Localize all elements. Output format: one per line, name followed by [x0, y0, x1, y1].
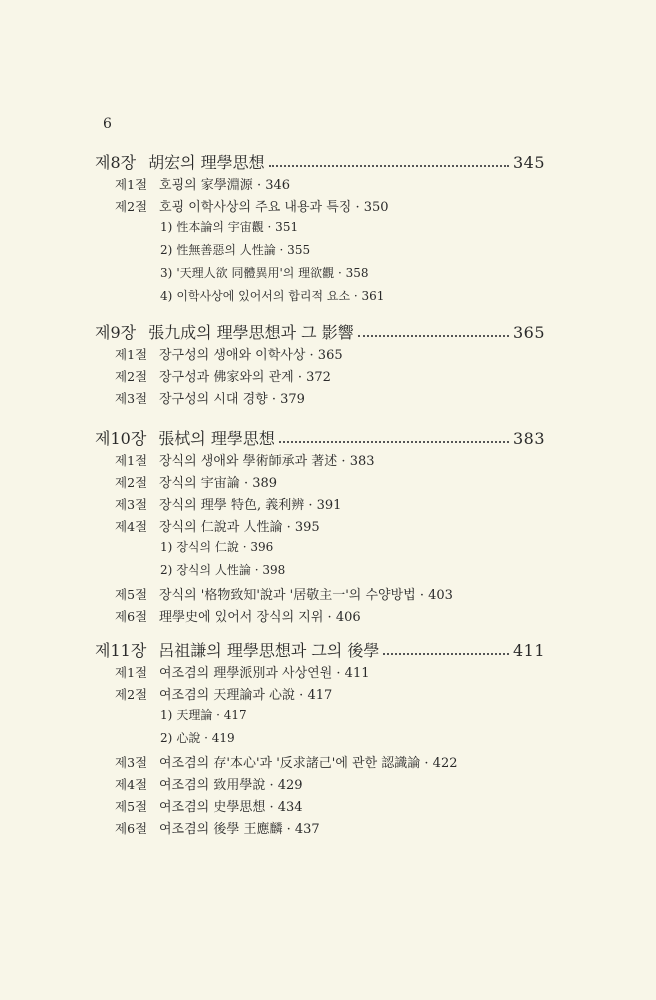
dot-leader — [358, 334, 509, 337]
section-text: 여조겸의 史學思想 · 434 — [159, 800, 303, 815]
section-item — [115, 472, 545, 494]
section-label: 제2절 — [115, 199, 148, 214]
section-item — [115, 174, 545, 196]
section-text: 여조겸의 致用學說 · 429 — [159, 778, 303, 793]
section-label: 제1절 — [115, 177, 148, 192]
subsection-number: 1) — [160, 220, 173, 234]
section-label: 제1절 — [115, 347, 148, 362]
subsection-text: 性無善惡의 人性論 · 355 — [176, 243, 311, 257]
subsection-item — [160, 561, 545, 584]
section-label: 제6절 — [115, 821, 148, 836]
section-item — [115, 818, 545, 840]
dot-leader — [383, 652, 509, 655]
section-label: 제3절 — [115, 391, 148, 406]
section-label: 제2절 — [115, 475, 148, 490]
subsection-number: 2) — [160, 563, 173, 577]
subsection-item — [160, 706, 545, 729]
chapter-9 — [95, 320, 545, 410]
section-text: 여조겸의 後學 王應麟 · 437 — [159, 822, 320, 837]
section-text: 장식의 생애와 學術師承과 著述 · 383 — [159, 454, 375, 469]
chapter-10 — [95, 426, 545, 628]
section-item — [115, 450, 545, 472]
chapter-8 — [95, 150, 545, 310]
chapter-page: 411 — [512, 641, 545, 660]
subsection-item — [160, 241, 545, 264]
section-text: 장구성과 佛家와의 관계 · 372 — [159, 370, 331, 385]
section-label: 제6절 — [115, 609, 148, 624]
section-item — [115, 344, 545, 366]
subsection-text: 장식의 人性論 · 398 — [176, 563, 286, 577]
section-text: 호굉의 家學淵源 · 346 — [159, 178, 291, 193]
section-text: 여조겸의 天理論과 心說 · 417 — [159, 688, 333, 703]
section-label: 제2절 — [115, 369, 148, 384]
subsection-item — [160, 264, 545, 287]
chapter-11 — [95, 638, 545, 840]
section-item — [115, 796, 545, 818]
section-item — [115, 196, 545, 218]
section-item — [115, 584, 545, 606]
section-label: 제4절 — [115, 519, 148, 534]
chapter-label: 제10장 — [95, 429, 147, 448]
subsection-number: 2) — [160, 243, 173, 257]
section-text: 장식의 '格物致知'說과 '居敬主一'의 수양방법 · 403 — [159, 588, 453, 603]
chapter-heading — [95, 426, 545, 450]
chapter-title: 張九成의 理學思想과 그 影響 — [148, 323, 354, 342]
section-item — [115, 494, 545, 516]
dot-leader — [279, 440, 509, 443]
section-item — [115, 684, 545, 706]
section-label: 제5절 — [115, 799, 148, 814]
section-item — [115, 366, 545, 388]
subsection-item — [160, 538, 545, 561]
chapter-heading — [95, 638, 545, 662]
subsection-text: 性本論의 宇宙觀 · 351 — [176, 220, 299, 234]
subsection-text: '天理人欲 同體異用'의 理欲觀 · 358 — [176, 266, 369, 280]
subsection-item — [160, 218, 545, 241]
section-label: 제3절 — [115, 497, 148, 512]
section-text: 여조겸의 存'本心'과 '反求諸己'에 관한 認識論 · 422 — [159, 756, 458, 771]
section-item — [115, 516, 545, 538]
section-label: 제2절 — [115, 687, 148, 702]
section-item — [115, 752, 545, 774]
section-label: 제4절 — [115, 777, 148, 792]
subsection-number: 1) — [160, 540, 173, 554]
subsection-item — [160, 287, 545, 310]
chapter-label: 제11장 — [95, 641, 147, 660]
section-label: 제5절 — [115, 587, 148, 602]
section-label: 제3절 — [115, 755, 148, 770]
chapter-title: 胡宏의 理學思想 — [148, 153, 265, 172]
chapter-label: 제9장 — [95, 323, 137, 342]
section-text: 理學史에 있어서 장식의 지위 · 406 — [159, 610, 361, 625]
page-number: 6 — [103, 116, 112, 132]
section-label: 제1절 — [115, 665, 148, 680]
chapter-heading — [95, 320, 545, 344]
chapter-page: 365 — [512, 323, 545, 342]
chapter-title: 呂祖謙의 理學思想과 그의 後學 — [158, 641, 380, 660]
subsection-number: 2) — [160, 731, 173, 745]
chapter-label: 제8장 — [95, 153, 137, 172]
chapter-heading — [95, 150, 545, 174]
section-text: 호굉 이학사상의 주요 내용과 특징 · 350 — [159, 200, 389, 215]
section-text: 장식의 仁說과 人性論 · 395 — [159, 520, 320, 535]
section-item — [115, 774, 545, 796]
subsection-text: 心說 · 419 — [176, 731, 235, 745]
section-text: 장식의 理學 特色, 義利辨 · 391 — [159, 498, 342, 513]
section-item — [115, 388, 545, 410]
subsection-number: 3) — [160, 266, 173, 280]
subsection-text: 이학사상에 있어서의 합리적 요소 · 361 — [176, 289, 385, 303]
subsection-text: 장식의 仁說 · 396 — [176, 540, 274, 554]
chapter-page: 345 — [512, 153, 545, 172]
dot-leader — [269, 164, 509, 167]
section-text: 여조겸의 理學派別과 사상연원 · 411 — [159, 666, 370, 681]
subsection-item — [160, 729, 545, 752]
section-item — [115, 606, 545, 628]
section-label: 제1절 — [115, 453, 148, 468]
section-text: 장구성의 시대 경향 · 379 — [159, 392, 305, 407]
section-text: 장구성의 생애와 이학사상 · 365 — [159, 348, 343, 363]
subsection-text: 天理論 · 417 — [176, 708, 247, 722]
section-item — [115, 662, 545, 684]
subsection-number: 4) — [160, 289, 173, 303]
chapter-title: 張栻의 理學思想 — [158, 429, 275, 448]
subsection-number: 1) — [160, 708, 173, 722]
section-text: 장식의 宇宙論 · 389 — [159, 476, 278, 491]
chapter-page: 383 — [512, 429, 545, 448]
